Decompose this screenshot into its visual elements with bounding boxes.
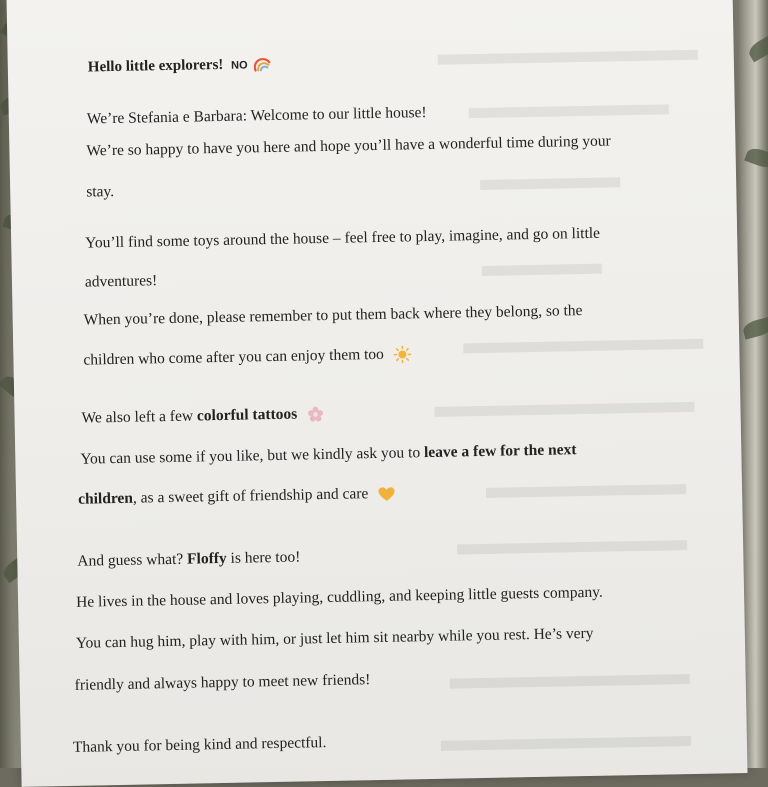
- leaf-shadow: [744, 145, 768, 170]
- toys-line-1: You’ll find some toys around the house – feel free to play, imagine, and go on little: [85, 224, 600, 254]
- bleed-through: [434, 402, 694, 417]
- bleed-through: [450, 674, 690, 689]
- tattoos-line: [81, 404, 323, 429]
- use-pre: You can use some if you like, but we kindly ask you to: [80, 444, 420, 468]
- use-bold: leave a few for the next: [424, 441, 577, 461]
- toys-line-2: adventures!: [85, 271, 158, 292]
- guess-post: is here too!: [230, 549, 300, 567]
- bleed-through: [463, 339, 703, 354]
- rainbow-icon: [253, 58, 271, 72]
- bleed-through: [482, 264, 602, 276]
- bleed-through: [438, 50, 698, 65]
- bleed-through: [480, 177, 620, 190]
- bleed-through: [457, 540, 687, 554]
- hug-line: You can hug him, play with him, or just let him sit nearby while you rest. He’s very: [76, 624, 594, 654]
- happy-line-2: stay.: [86, 182, 114, 203]
- happy-line-1: We’re so happy to have you here and hope you’ll have a wonderful time during your: [86, 131, 611, 161]
- leaf-shadow: [741, 316, 768, 339]
- bleed-through: [469, 104, 669, 118]
- children-rest: , as a sweet gift of friendship and care: [133, 485, 369, 507]
- bleed-through: [441, 736, 691, 751]
- welcome-line: We’re Stefania e Barbara: Welcome to our little house!: [87, 103, 427, 130]
- guess-pre: And guess what?: [77, 551, 183, 570]
- friendly-line: friendly and always happy to meet new friends!: [75, 670, 371, 696]
- done-line-2: [83, 344, 412, 370]
- thanks-line: Thank you for being kind and respectful.: [73, 733, 327, 758]
- flower-icon: [307, 406, 323, 422]
- children-bold: children: [78, 490, 133, 508]
- leaf-shadow: [746, 34, 768, 63]
- done-line-2-text: children who come after you can enjoy them too: [83, 346, 384, 369]
- sun-icon: [394, 346, 412, 364]
- tattoos-bold: colorful tattoos: [197, 406, 298, 425]
- lives-line: He lives in the house and loves playing, cuddling, and keeping little guests company.: [76, 583, 603, 613]
- greeting-tag: NO: [231, 59, 248, 71]
- greeting-line: [88, 54, 272, 79]
- tattoos-pre: We also left a few: [81, 408, 193, 427]
- floffy-name: Floffy: [187, 550, 227, 568]
- guess-line: [77, 548, 300, 572]
- bleed-through: [486, 484, 686, 498]
- done-line-1: When you’re done, please remember to put them back where they belong, so the: [84, 301, 583, 331]
- heart-icon: [378, 487, 395, 502]
- letter-paper: [6, 0, 747, 787]
- children-line: [78, 484, 395, 510]
- greeting-text: Hello little explorers!: [88, 57, 224, 76]
- use-line: [80, 440, 577, 470]
